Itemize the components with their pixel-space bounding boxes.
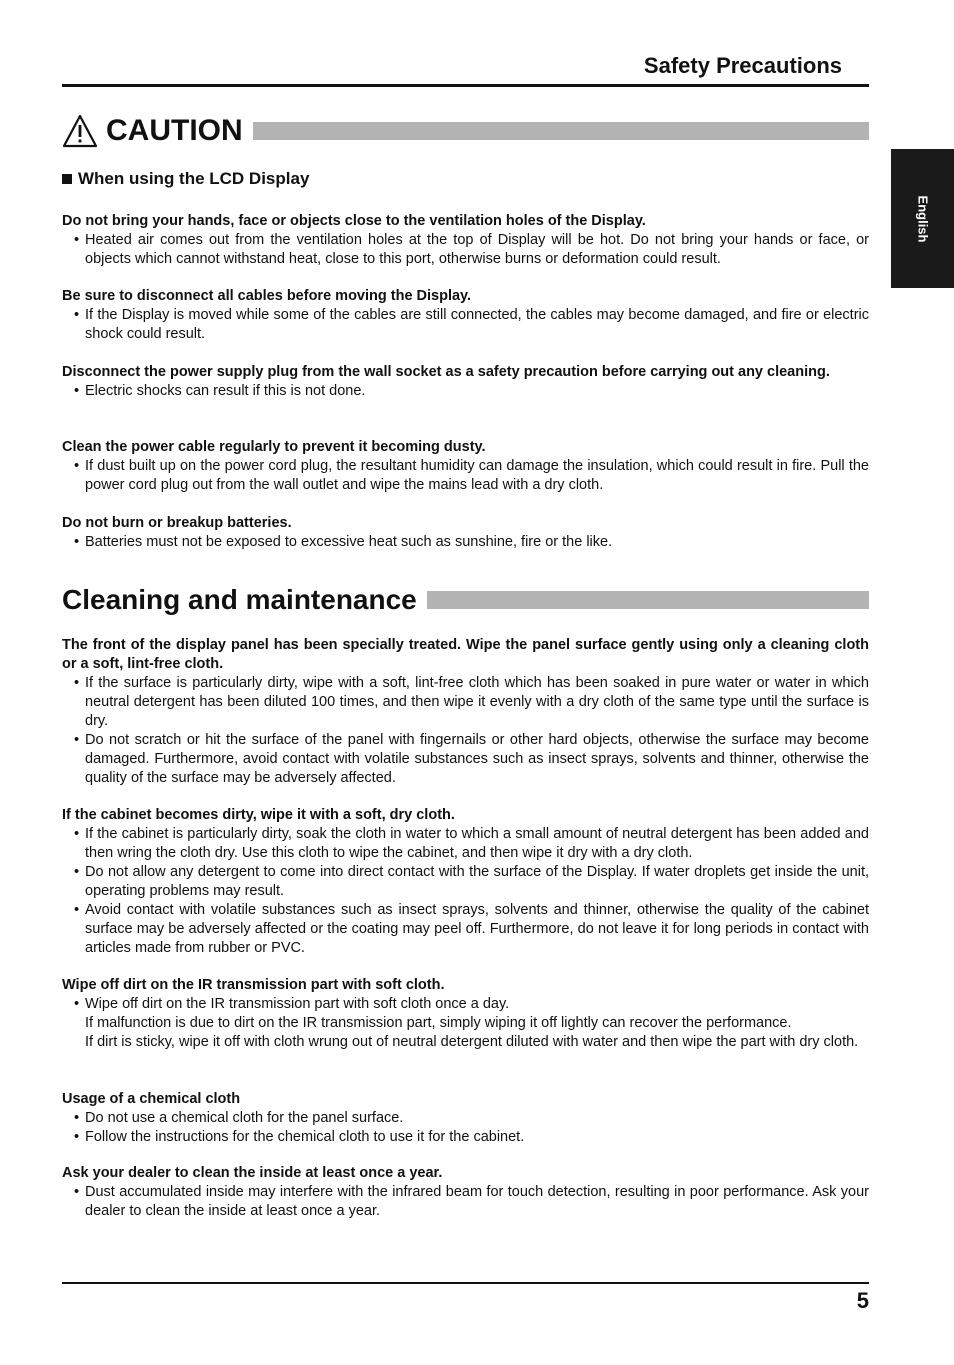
- caution-block-ventilation: [62, 212, 869, 269]
- list-item: • Heated air comes out from the ventilation holes at the top of Display will be hot. Do not bring your hands or face, or objects which cannot withstand heat, close to this port, otherwise burns or deformation could result.: [74, 232, 869, 267]
- footer-divider: [62, 1282, 869, 1284]
- block-heading: Do not burn or breakup batteries.: [62, 515, 292, 531]
- cleaning-heading: [62, 580, 869, 620]
- block-heading: Disconnect the power supply plug from the wall socket as a safety precaution before carrying out any cleaning.: [62, 364, 830, 380]
- block-heading: If the cabinet becomes dirty, wipe it with a soft, dry cloth.: [62, 807, 455, 823]
- block-heading: Be sure to disconnect all cables before moving the Display.: [62, 288, 472, 304]
- caution-block-cables: [62, 287, 869, 344]
- list-item-continuation: If dirt is sticky, wipe it off with cloth wrung out of neutral detergent diluted with water and then wipe the part with dry cloth.: [85, 1034, 859, 1050]
- cleaning-block-panel: [62, 636, 869, 788]
- list-item: • Electric shocks can result if this is not done.: [74, 383, 366, 399]
- cleaning-block-ir: [62, 976, 869, 1052]
- cleaning-title-bar: [427, 591, 869, 609]
- block-heading: Clean the power cable regularly to prevent it becoming dusty.: [62, 439, 486, 455]
- list-item: • Follow the instructions for the chemical cloth to use it for the cabinet.: [74, 1129, 525, 1145]
- list-item: • Dust accumulated inside may interfere with the infrared beam for touch detection, resulting in poor performance. Ask your dealer to clean the inside at least once a year.: [74, 1184, 869, 1219]
- lcd-subsection-heading: [62, 168, 309, 190]
- cleaning-block-cabinet: [62, 806, 869, 958]
- caution-block-power-plug: [62, 363, 869, 401]
- caution-block-power-cable: [62, 438, 869, 495]
- cleaning-block-dealer: [62, 1164, 869, 1221]
- list-item: • Avoid contact with volatile substances such as insect sprays, solvents and thinner, otherwise the quality of the cabinet surface may be adversely affected or the coating may peel off. Furthermore, do not leave it for long periods in contact with articles made from rubber or PVC.: [74, 902, 869, 956]
- block-heading: Wipe off dirt on the IR transmission part with soft cloth.: [62, 977, 445, 993]
- caution-block-batteries: [62, 514, 869, 552]
- header-divider: [62, 84, 869, 87]
- list-item: • Batteries must not be exposed to excessive heat such as sunshine, fire or the like.: [74, 534, 613, 550]
- block-heading: The front of the display panel has been specially treated. Wipe the panel surface gently using only a cleaning cloth or a soft, lint-free cloth.: [62, 637, 869, 672]
- list-item: • If the surface is particularly dirty, wipe with a soft, lint-free cloth which has been soaked in pure water or water in which neutral detergent has been diluted 100 times, and then wipe it evenly with a dry cloth of the same type until the surface is dry.: [74, 675, 869, 729]
- square-bullet-icon: [62, 174, 72, 184]
- list-item: • Do not scratch or hit the surface of the panel with fingernails or other hard objects, otherwise the surface may become damaged. Furthermore, avoid contact with volatile substances such as insect sprays, solvents and thinner, otherwise the quality of the surface may be adversely affected.: [74, 732, 869, 786]
- list-item: • If the cabinet is particularly dirty, soak the cloth in water to which a small amount of neutral detergent has been added and then wring the cloth dry. Use this cloth to wipe the cabinet, and then wipe it dry with a dry cloth.: [74, 826, 869, 861]
- caution-title: CAUTION: [106, 114, 243, 147]
- language-tab: [891, 149, 954, 288]
- language-tab-label: English: [915, 195, 930, 242]
- page-number: 5: [856, 1288, 869, 1313]
- list-item: • Wipe off dirt on the IR transmission part with soft cloth once a day.: [74, 996, 510, 1012]
- caution-title-bar: [253, 122, 869, 140]
- cleaning-title: Cleaning and maintenance: [62, 584, 417, 615]
- list-item: • Do not allow any detergent to come into direct contact with the surface of the Display. If water droplets get inside the unit, operating problems may result.: [74, 864, 869, 899]
- list-item: • If dust built up on the power cord plug, the resultant humidity can damage the insulation, which could result in fire. Pull the power cord plug out from the wall outlet and wipe the mains lead with a dry cloth.: [74, 458, 869, 493]
- list-item: • Do not use a chemical cloth for the panel surface.: [74, 1110, 404, 1126]
- lcd-subsection-title: When using the LCD Display: [78, 169, 310, 188]
- block-heading: Ask your dealer to clean the inside at least once a year.: [62, 1165, 443, 1181]
- block-heading: Usage of a chemical cloth: [62, 1091, 241, 1107]
- block-heading: Do not bring your hands, face or objects close to the ventilation holes of the Display.: [62, 213, 646, 229]
- list-item: • If the Display is moved while some of the cables are still connected, the cables may become damaged, and fire or electric shock could result.: [74, 307, 869, 342]
- caution-heading: [62, 110, 869, 152]
- list-item-continuation: If malfunction is due to dirt on the IR transmission part, simply wiping it off lightly can recover the performance.: [85, 1015, 792, 1031]
- warning-triangle-icon: [62, 114, 98, 148]
- page-header-title: Safety Precautions: [643, 53, 842, 78]
- cleaning-block-chemical-cloth: [62, 1090, 869, 1147]
